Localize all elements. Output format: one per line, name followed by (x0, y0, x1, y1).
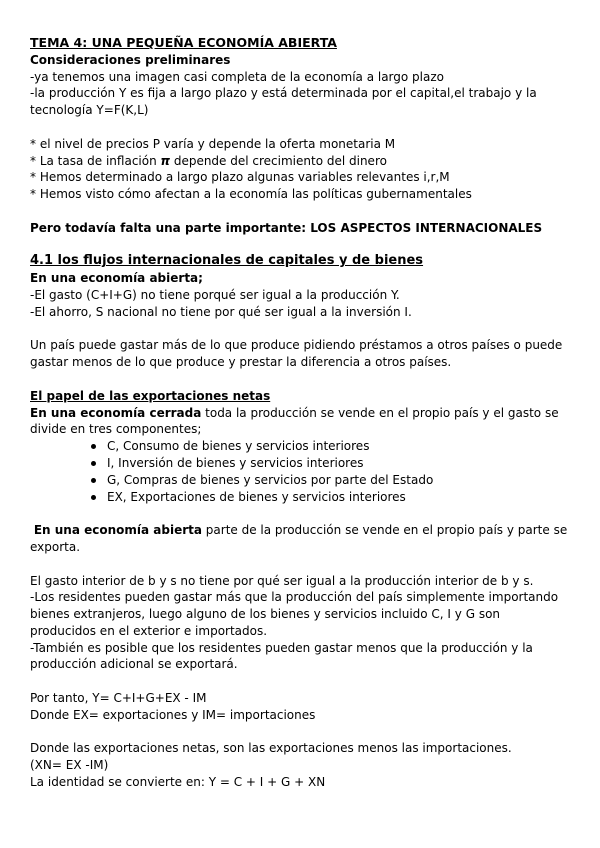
netas-line: La identidad se convierte en: Y = C + I + G + XN (30, 775, 326, 790)
netas-line: Donde las exportaciones netas, son las exportaciones menos las importaciones. (30, 741, 512, 756)
gasto-line: El gasto interior de b y s no tiene por qué ser igual a la producción interior de b y s. (30, 573, 534, 588)
section-41-paragraph: Un país puede gastar más de lo que produce pidiendo préstamos a otros países o puede (30, 338, 563, 353)
netas-line: (XN= EX -IM) (30, 758, 109, 773)
gasto-line: -También es posible que los residentes pueden gastar menos que la producción y la (30, 640, 533, 655)
pi-symbol: π (160, 153, 171, 168)
star-line-inflation: * La tasa de inflación π depende del crecimiento del dinero (30, 153, 387, 168)
prelim-line: tecnología Y=F(K,L) (30, 103, 149, 118)
identity-line: Donde EX= exportaciones y IM= importaciones (30, 707, 316, 722)
abierta-paragraph: En una economía abierta parte de la producción se vende en el propio país y parte se (33, 523, 568, 538)
section-41-subheading: En una economía abierta; (30, 271, 203, 286)
pero-statement: Pero todavía falta una parte importante: LOS ASPECTOS INTERNACIONALES (30, 220, 543, 235)
abierta-paragraph-line2: exporta. (30, 539, 81, 554)
section-41-line: -El ahorro, S nacional no tiene por qué ser igual a la inversión I. (30, 304, 412, 319)
list-item: I, Inversión de bienes y servicios interiores (30, 455, 575, 472)
bullet-icon (91, 444, 96, 449)
papel-heading: El papel de las exportaciones netas (30, 388, 271, 403)
gasto-line: bienes extranjeros, luego alguno de los bienes y servicios incluido C, I y G son (30, 607, 501, 622)
components-list (30, 438, 575, 505)
cerrada-paragraph-line2: divide en tres componentes; (30, 422, 202, 437)
document-title: TEMA 4: UNA PEQUEÑA ECONOMÍA ABIERTA (30, 35, 337, 50)
list-item: G, Compras de bienes y servicios por parte del Estado (30, 472, 575, 489)
gasto-line: producción adicional se exportará. (30, 657, 238, 672)
identity-line: Por tanto, Y= C+I+G+EX - IM (30, 691, 207, 706)
section-41-paragraph: gastar menos de lo que produce y prestar la diferencia a otros países. (30, 355, 452, 370)
bullet-icon (91, 495, 96, 500)
document-body (30, 35, 575, 791)
star-line: * Hemos visto cómo afectan a la economía las políticas gubernamentales (30, 187, 472, 202)
list-item: C, Consumo de bienes y servicios interiores (30, 438, 575, 455)
prelim-line: -ya tenemos una imagen casi completa de la economía a largo plazo (30, 69, 444, 84)
prelim-heading: Consideraciones preliminares (30, 52, 231, 67)
star-line: * Hemos determinado a largo plazo algunas variables relevantes i,r,M (30, 170, 450, 185)
gasto-line: -Los residentes pueden gastar más que la producción del país simplemente importando (30, 590, 559, 605)
bullet-icon (91, 461, 96, 466)
star-line: * el nivel de precios P varía y depende la oferta monetaria M (30, 136, 396, 151)
list-item: EX, Exportaciones de bienes y servicios interiores (30, 489, 575, 506)
prelim-line: -la producción Y es fija a largo plazo y está determinada por el capital,el trabajo y la (30, 86, 537, 101)
cerrada-paragraph: En una economía cerrada toda la producción se vende en el propio país y el gasto se (30, 405, 559, 420)
section-41-line: -El gasto (C+I+G) no tiene porqué ser igual a la producción Y. (30, 287, 400, 302)
bullet-icon (91, 478, 96, 483)
gasto-line: producidos en el exterior e importados. (30, 623, 268, 638)
section-41-heading: 4.1 los flujos internacionales de capitales y de bienes (30, 253, 424, 269)
